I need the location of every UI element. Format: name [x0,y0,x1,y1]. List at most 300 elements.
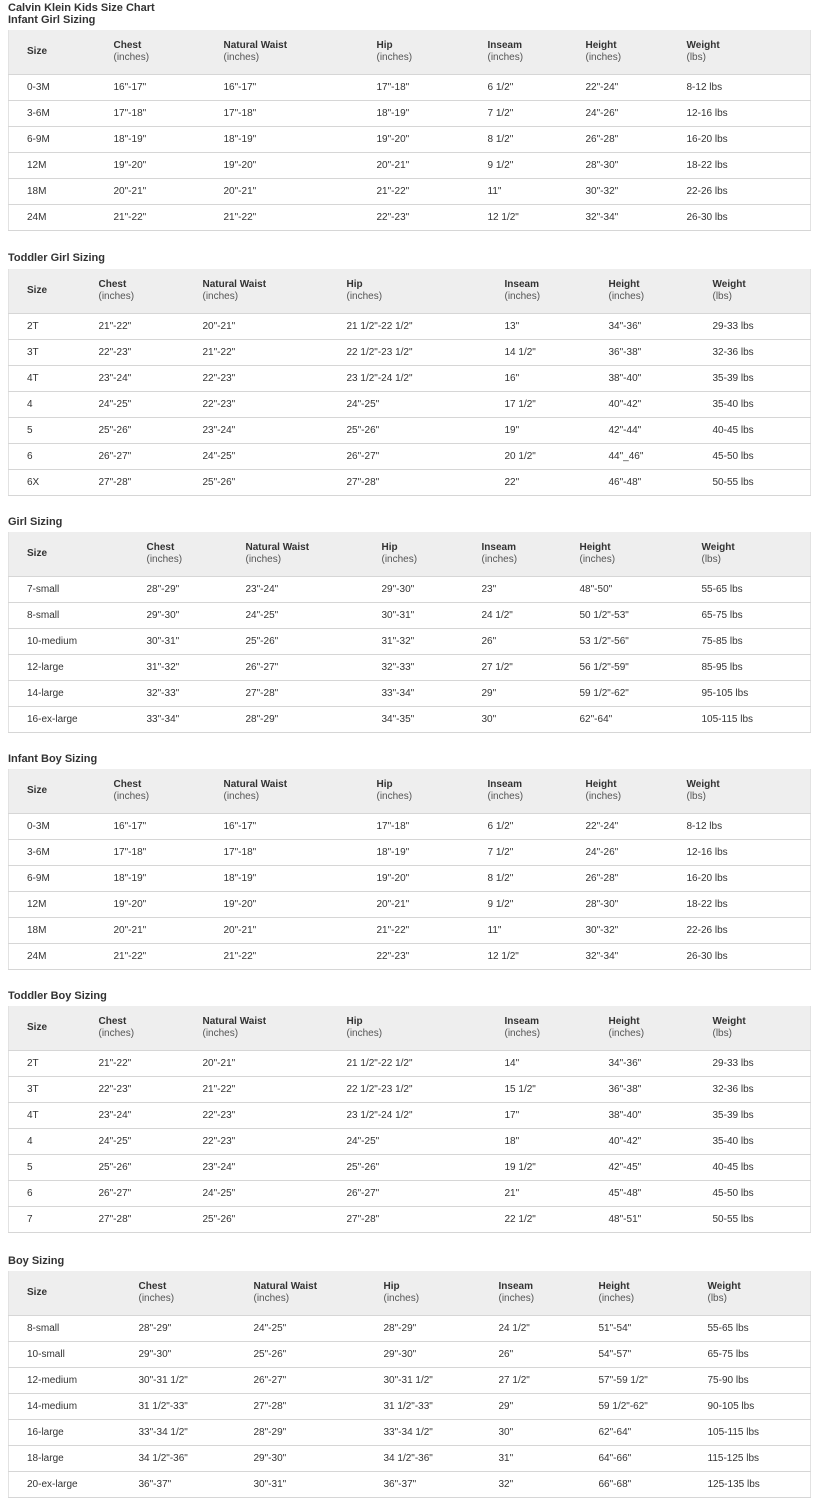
table-row [9,1181,811,1207]
table-cell: 22 1/2" [505,1207,609,1233]
column-header [482,532,580,577]
table-cell: 21"-22" [377,179,488,205]
table-cell: 26" [499,1342,599,1368]
column-header [586,30,687,75]
table-cell: 29" [499,1394,599,1420]
table-row [9,944,811,970]
column-header-unit: (inches) [346,1028,383,1039]
table-cell: 18"-19" [114,127,224,153]
section-title: Girl Sizing [8,516,63,528]
table-cell: 30"-31" [254,1472,384,1498]
table-cell: 30"-31 1/2" [384,1368,499,1394]
table-cell: 17"-18" [114,840,224,866]
table-cell: 59 1/2"-62" [580,681,702,707]
column-header-unit: (inches) [585,791,622,802]
table-cell: 31" [499,1446,599,1472]
size-table [8,769,811,970]
table-row [9,179,811,205]
table-cell: 13" [505,314,609,340]
table-cell: 18"-19" [114,866,224,892]
size-cell: 3T [9,340,99,366]
table-cell: 27"-28" [99,1207,203,1233]
table-header-row [9,269,811,314]
column-header [599,1271,708,1316]
table-cell: 29-33 lbs [713,1051,811,1077]
table-cell: 125-135 lbs [708,1472,811,1498]
size-table [8,30,811,231]
size-cell: 16-ex-large [9,707,147,733]
size-cell: 6 [9,1181,99,1207]
column-header-label: Natural Waist [223,779,288,790]
table-cell: 7 1/2" [488,840,586,866]
table-cell: 17"-18" [114,101,224,127]
table-cell: 17 1/2" [505,392,609,418]
table-cell: 22" [505,470,609,496]
column-header-label: Hip [376,779,393,790]
table-cell: 28"-29" [254,1420,384,1446]
table-row [9,1207,811,1233]
table-cell: 25"-26" [254,1342,384,1368]
table-row [9,1129,811,1155]
column-header-unit: (inches) [98,291,135,302]
section-title: Infant Boy Sizing [8,753,98,765]
table-cell: 26"-28" [586,866,687,892]
column-header [224,30,377,75]
table-cell: 21"-22" [377,918,488,944]
table-cell: 50-55 lbs [713,1207,811,1233]
column-header [505,1006,609,1051]
table-cell: 65-75 lbs [702,603,811,629]
column-header-label: Size [27,785,48,796]
size-cell: 0-3M [9,75,114,101]
column-header [246,532,382,577]
size-cell: 3-6M [9,101,114,127]
table-cell: 19"-20" [377,866,488,892]
table-cell: 22-26 lbs [687,918,811,944]
column-header-label: Height [598,1281,630,1292]
size-cell: 20-ex-large [9,1472,139,1498]
table-cell: 32-36 lbs [713,1077,811,1103]
table-cell: 8-12 lbs [687,814,811,840]
table-cell: 23 1/2"-24 1/2" [347,1103,505,1129]
table-row [9,681,811,707]
table-cell: 24"-25" [99,392,203,418]
column-header-unit: (inches) [223,52,260,63]
table-cell: 34"-35" [382,707,482,733]
table-cell: 40-45 lbs [713,418,811,444]
table-cell: 9 1/2" [488,153,586,179]
column-header [488,30,586,75]
table-cell: 33"-34 1/2" [139,1420,254,1446]
table-cell: 50 1/2"-53" [580,603,702,629]
table-cell: 22"-24" [586,814,687,840]
size-cell: 18-large [9,1446,139,1472]
column-header-label: Hip [346,279,363,290]
table-cell: 8-12 lbs [687,75,811,101]
table-cell: 23"-24" [99,366,203,392]
table-cell: 28"-29" [384,1316,499,1342]
column-header-label: Hip [346,1016,363,1027]
column-header-label: Height [608,1016,640,1027]
column-header-unit: (inches) [202,291,239,302]
column-header-unit: (inches) [146,554,183,565]
table-cell: 14 1/2" [505,340,609,366]
table-cell: 21 1/2"-22 1/2" [347,1051,505,1077]
table-cell: 22"-23" [99,1077,203,1103]
table-cell: 25"-26" [203,470,347,496]
table-cell: 21"-22" [224,205,377,231]
table-cell: 28"-29" [246,707,382,733]
column-header [586,769,687,814]
table-cell: 46"-48" [609,470,713,496]
table-row [9,444,811,470]
table-row [9,655,811,681]
size-cell: 18M [9,179,114,205]
table-row [9,205,811,231]
table-cell: 6 1/2" [488,814,586,840]
column-header-label: Weight [686,40,720,51]
table-cell: 36"-37" [384,1472,499,1498]
column-header-label: Inseam [504,1016,539,1027]
table-cell: 25"-26" [347,1155,505,1181]
table-cell: 11" [488,918,586,944]
column-header [139,1271,254,1316]
column-header-unit: (lbs) [712,1028,732,1039]
table-cell: 34 1/2"-36" [139,1446,254,1472]
table-row [9,153,811,179]
table-cell: 9 1/2" [488,892,586,918]
table-cell: 25"-26" [99,418,203,444]
table-cell: 28"-29" [139,1316,254,1342]
table-cell: 16-20 lbs [687,866,811,892]
column-header-label: Inseam [481,542,516,553]
table-cell: 21" [505,1181,609,1207]
table-cell: 23"-24" [99,1103,203,1129]
table-cell: 45-50 lbs [713,1181,811,1207]
table-row [9,127,811,153]
column-header [203,1006,347,1051]
table-cell: 32" [499,1472,599,1498]
table-cell: 24"-26" [586,840,687,866]
table-cell: 75-85 lbs [702,629,811,655]
table-cell: 34 1/2"-36" [384,1446,499,1472]
column-header-label: Inseam [487,40,522,51]
table-cell: 31 1/2"-33" [384,1394,499,1420]
table-cell: 33"-34" [382,681,482,707]
column-header-label: Height [608,279,640,290]
size-cell: 12M [9,892,114,918]
size-table [8,1271,811,1498]
table-cell: 12-16 lbs [687,101,811,127]
column-header [254,1271,384,1316]
column-header-unit: (inches) [113,52,150,63]
table-cell: 26-30 lbs [687,205,811,231]
table-cell: 16-20 lbs [687,127,811,153]
table-cell: 22"-23" [203,392,347,418]
table-cell: 32"-34" [586,944,687,970]
column-header-label: Size [27,1022,48,1033]
table-cell: 29"-30" [382,577,482,603]
column-header-label: Height [585,40,617,51]
table-cell: 19"-20" [377,127,488,153]
table-cell: 29"-30" [147,603,246,629]
table-cell: 16"-17" [224,814,377,840]
table-cell: 57"-59 1/2" [599,1368,708,1394]
table-cell: 24 1/2" [499,1316,599,1342]
table-cell: 18"-19" [377,840,488,866]
column-header-label: Natural Waist [202,279,267,290]
table-cell: 17"-18" [377,814,488,840]
column-header-label: Height [585,779,617,790]
table-cell: 62"-64" [580,707,702,733]
table-cell: 24"-25" [203,444,347,470]
column-header [382,532,482,577]
column-header-label: Weight [701,542,735,553]
table-cell: 28"-29" [147,577,246,603]
column-header-unit: (inches) [608,1028,645,1039]
table-cell: 33"-34" [147,707,246,733]
table-cell: 50-55 lbs [713,470,811,496]
column-header [9,769,114,814]
table-cell: 19"-20" [114,892,224,918]
column-header [114,769,224,814]
column-header [99,269,203,314]
size-cell: 12M [9,153,114,179]
table-cell: 24"-26" [586,101,687,127]
table-cell: 35-40 lbs [713,1129,811,1155]
size-cell: 16-large [9,1420,139,1446]
column-header-unit: (inches) [113,791,150,802]
size-table [8,532,811,733]
table-cell: 20 1/2" [505,444,609,470]
column-header [488,769,586,814]
column-header [702,532,811,577]
column-header [347,1006,505,1051]
size-cell: 3T [9,1077,99,1103]
column-header-label: Weight [712,1016,746,1027]
size-cell: 0-3M [9,814,114,840]
table-cell: 16"-17" [114,75,224,101]
size-cell: 10-medium [9,629,147,655]
table-header-row [9,532,811,577]
table-cell: 17" [505,1103,609,1129]
table-cell: 21"-22" [114,944,224,970]
column-header-label: Height [579,542,611,553]
table-cell: 26"-28" [586,127,687,153]
column-header [147,532,246,577]
table-cell: 6 1/2" [488,75,586,101]
table-cell: 22 1/2"-23 1/2" [347,1077,505,1103]
table-cell: 29"-30" [254,1446,384,1472]
column-header-unit: (inches) [376,791,413,802]
table-cell: 30"-31 1/2" [139,1368,254,1394]
table-cell: 12-16 lbs [687,840,811,866]
table-cell: 20"-21" [224,918,377,944]
table-cell: 53 1/2"-56" [580,629,702,655]
column-header-label: Natural Waist [202,1016,267,1027]
table-cell: 21"-22" [203,340,347,366]
section-title: Toddler Boy Sizing [8,990,107,1002]
table-cell: 8 1/2" [488,866,586,892]
table-cell: 24"-25" [246,603,382,629]
table-cell: 25"-26" [203,1207,347,1233]
section-title: Infant Girl Sizing [8,14,96,26]
table-cell: 30"-32" [586,918,687,944]
size-cell: 24M [9,944,114,970]
table-cell: 35-40 lbs [713,392,811,418]
table-cell: 42"-44" [609,418,713,444]
table-cell: 62"-64" [599,1420,708,1446]
table-cell: 24 1/2" [482,603,580,629]
size-table [8,1006,811,1233]
table-cell: 28"-30" [586,892,687,918]
table-cell: 56 1/2"-59" [580,655,702,681]
table-cell: 14" [505,1051,609,1077]
column-header-unit: (inches) [346,291,383,302]
column-header-label: Chest [138,1281,167,1292]
table-cell: 51"-54" [599,1316,708,1342]
table-row [9,1368,811,1394]
table-row [9,1155,811,1181]
table-cell: 105-115 lbs [708,1420,811,1446]
column-header-unit: (inches) [504,291,541,302]
table-cell: 24"-25" [99,1129,203,1155]
table-cell: 45-50 lbs [713,444,811,470]
size-cell: 24M [9,205,114,231]
table-cell: 30"-31" [147,629,246,655]
size-cell: 18M [9,918,114,944]
column-header-label: Inseam [498,1281,533,1292]
section-title: Toddler Girl Sizing [8,252,105,264]
table-cell: 36"-37" [139,1472,254,1498]
size-cell: 7-small [9,577,147,603]
table-cell: 20"-21" [203,1051,347,1077]
column-header-label: Weight [707,1281,741,1292]
column-header [713,269,811,314]
size-cell: 4 [9,392,99,418]
table-row [9,1316,811,1342]
table-row [9,366,811,392]
table-cell: 66"-68" [599,1472,708,1498]
column-header-unit: (inches) [253,1293,290,1304]
table-cell: 26"-27" [246,655,382,681]
table-cell: 55-65 lbs [702,577,811,603]
table-cell: 54"-57" [599,1342,708,1368]
column-header-unit: (inches) [608,291,645,302]
table-cell: 22"-23" [377,944,488,970]
table-cell: 19" [505,418,609,444]
table-cell: 29"-30" [139,1342,254,1368]
column-header-label: Chest [98,1016,127,1027]
table-cell: 18-22 lbs [687,892,811,918]
table-row [9,1051,811,1077]
table-cell: 32"-33" [382,655,482,681]
table-cell: 22 1/2"-23 1/2" [347,340,505,366]
column-header [347,269,505,314]
column-header-label: Size [27,46,48,57]
table-cell: 31"-32" [382,629,482,655]
column-header-unit: (inches) [376,52,413,63]
column-header-unit: (inches) [98,1028,135,1039]
column-header-unit: (inches) [498,1293,535,1304]
table-cell: 17"-18" [377,75,488,101]
table-cell: 15 1/2" [505,1077,609,1103]
table-cell: 59 1/2"-62" [599,1394,708,1420]
table-cell: 29"-30" [384,1342,499,1368]
table-cell: 75-90 lbs [708,1368,811,1394]
table-cell: 19"-20" [114,153,224,179]
column-header-unit: (inches) [504,1028,541,1039]
table-row [9,629,811,655]
table-cell: 20"-21" [203,314,347,340]
table-cell: 19"-20" [224,892,377,918]
table-cell: 24"-25" [203,1181,347,1207]
column-header [377,769,488,814]
table-cell: 22"-23" [203,366,347,392]
column-header [9,532,147,577]
table-cell: 85-95 lbs [702,655,811,681]
column-header-label: Size [27,548,48,559]
column-header-unit: (inches) [383,1293,420,1304]
size-cell: 5 [9,418,99,444]
table-row [9,707,811,733]
table-cell: 8 1/2" [488,127,586,153]
table-cell: 19 1/2" [505,1155,609,1181]
table-row [9,75,811,101]
size-cell: 6X [9,470,99,496]
column-header [687,769,811,814]
table-row [9,1472,811,1498]
table-row [9,918,811,944]
table-header-row [9,1006,811,1051]
column-header [713,1006,811,1051]
table-cell: 22-26 lbs [687,179,811,205]
table-cell: 20"-21" [224,179,377,205]
column-header-label: Chest [98,279,127,290]
section-title: Boy Sizing [8,1255,65,1267]
table-cell: 25"-26" [246,629,382,655]
table-cell: 105-115 lbs [702,707,811,733]
column-header-label: Natural Waist [245,542,310,553]
table-cell: 30"-32" [586,179,687,205]
column-header-label: Chest [113,40,142,51]
column-header [203,269,347,314]
column-header [580,532,702,577]
table-cell: 18-22 lbs [687,153,811,179]
size-cell: 4T [9,366,99,392]
table-cell: 17"-18" [224,101,377,127]
column-header-label: Chest [113,779,142,790]
column-header-label: Size [27,1287,48,1298]
table-cell: 34"-36" [609,314,713,340]
table-row [9,470,811,496]
table-cell: 20"-21" [114,179,224,205]
column-header-unit: (inches) [381,554,418,565]
size-cell: 14-medium [9,1394,139,1420]
table-cell: 22"-23" [99,340,203,366]
size-cell: 4T [9,1103,99,1129]
table-cell: 30" [482,707,580,733]
column-header-unit: (lbs) [712,291,732,302]
column-header-label: Weight [712,279,746,290]
table-cell: 48"-50" [580,577,702,603]
column-header-label: Chest [146,542,175,553]
table-cell: 55-65 lbs [708,1316,811,1342]
column-header-label: Hip [383,1281,400,1292]
column-header-unit: (inches) [487,52,524,63]
table-row [9,392,811,418]
table-cell: 32"-34" [586,205,687,231]
